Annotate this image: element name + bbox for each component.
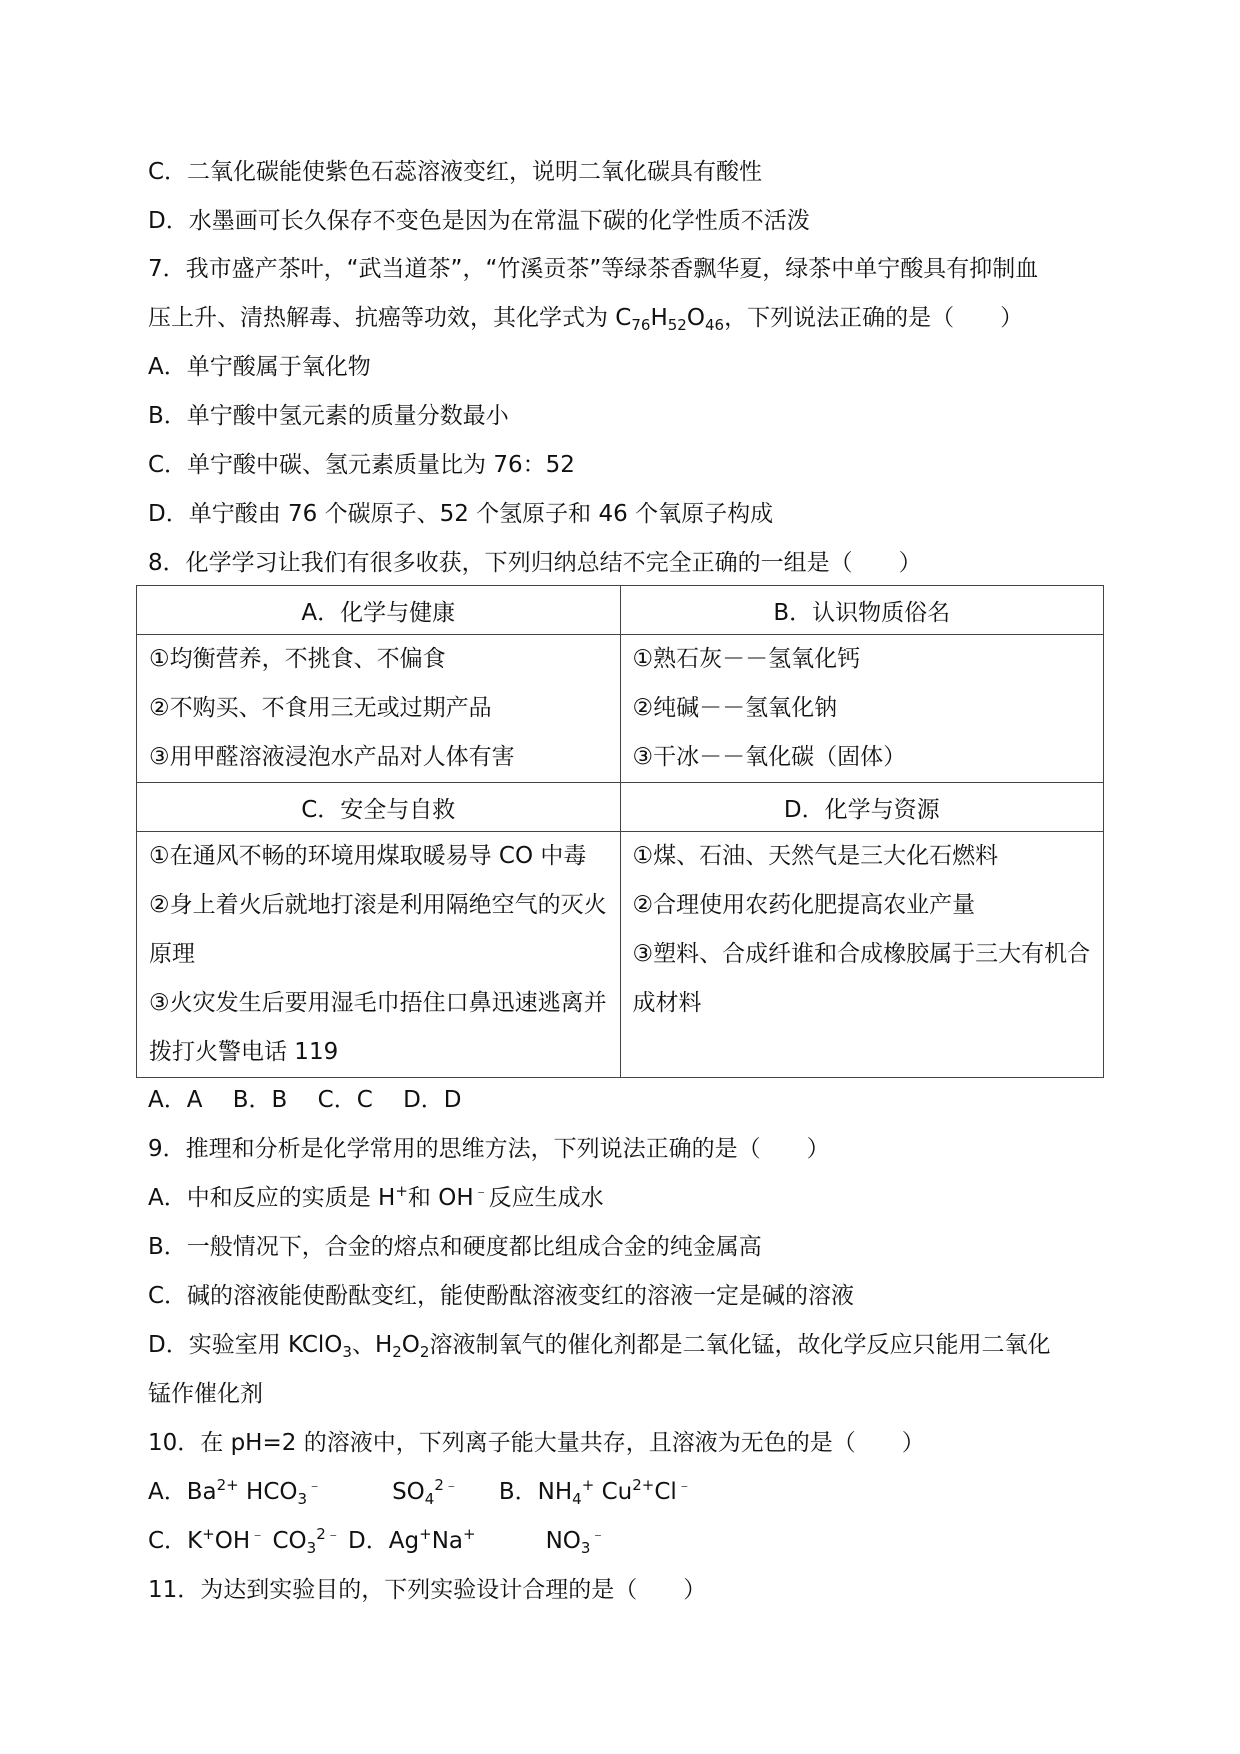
q11-stem: 11．为达到实验目的，下列实验设计合理的是（ ） xyxy=(148,1577,707,1603)
q7-option-c: C．单宁酸中碳、氢元素质量比为 76：52 xyxy=(148,452,575,478)
table-cell-a xyxy=(137,635,621,783)
q7-option-b: B．单宁酸中氢元素的质量分数最小 xyxy=(148,403,509,429)
q10-options-ab: A．$Ba^{2+}$ $HCO_3^﹣$ $SO_4^{2﹣}$ B．$NH_4^+$ $Cu^{2+}Cl^﹣$ xyxy=(148,1476,692,1508)
q10-stem: 10．在 pH=2 的溶液中，下列离子能大量共存，且溶液为无色的是（ ） xyxy=(148,1430,925,1456)
q7-option-a: A．单宁酸属于氧化物 xyxy=(148,354,371,380)
a-item-2: ②不购买、不食用三无或过期产品 xyxy=(149,695,492,721)
a-item-3: ③用甲醛溶液浸泡水产品对人体有害 xyxy=(149,744,515,770)
q6-option-c: C．二氧化碳能使紫色石蕊溶液变红，说明二氧化碳具有酸性 xyxy=(148,159,763,185)
c-item-1: ①在通风不畅的环境用煤取暖易导 CO 中毒 xyxy=(149,843,587,869)
b-item-3: ③干冰－－氧化碳（固体） xyxy=(632,744,907,770)
q9-option-d-continued: 锰作催化剂 xyxy=(148,1381,263,1407)
q9-option-d: D．实验室用 KClO$_3$、$H_2O_2$溶液制氧气的催化剂都是二氧化锰，故化学反应只能用二氧化 xyxy=(148,1332,1051,1361)
c-item-3: ③火灾发生后要用湿毛巾捂住口鼻迅速逃离并拨打火警电话 119 xyxy=(149,990,607,1065)
q8-stem: 8．化学学习让我们有很多收获，下列归纳总结不完全正确的一组是（ ） xyxy=(148,550,922,576)
q7-stem-line2: 压上升、清热解毒、抗癌等功效，其化学式为 $C_{76}H_{52}O_{46}$，下列说法正确的是（ ） xyxy=(148,305,1024,334)
table-header-b: B．认识物质俗名 xyxy=(620,586,1104,635)
table-cell-c xyxy=(137,832,621,1078)
q7-stem-line1: 7．我市盛产茶叶，“武当道茶”，“竹溪贡茶”等绿茶香飘华夏，绿茶中单宁酸具有抑制血 xyxy=(148,256,1039,282)
q8-options: A．A B．B C．C D．D xyxy=(148,1087,462,1113)
c-item-2: ②身上着火后就地打滚是利用隔绝空气的灭火原理 xyxy=(149,892,607,967)
q9-option-a: A．中和反应的实质是 H+和 OH﹣反应生成水 xyxy=(148,1182,604,1211)
table-cell-d xyxy=(620,832,1104,1078)
q10-options-cd: C．K+OH﹣ $CO_3^{2﹣}$ D．Ag+Na+ $NO_3^﹣$ xyxy=(148,1525,606,1557)
q9-option-c: C．碱的溶液能使酚酞变红，能使酚酞溶液变红的溶液一定是碱的溶液 xyxy=(148,1283,855,1309)
d-item-1: ①煤、石油、天然气是三大化石燃料 xyxy=(632,843,999,869)
q9-stem: 9．推理和分析是化学常用的思维方法，下列说法正确的是（ ） xyxy=(148,1136,830,1162)
q7-option-d: D．单宁酸由 76 个碳原子、52 个氢原子和 46 个氧原子构成 xyxy=(148,501,774,527)
q9-option-b: B．一般情况下，合金的熔点和硬度都比组成合金的纯金属高 xyxy=(148,1234,762,1260)
table-cell-b xyxy=(620,635,1104,783)
q6-option-d: D．水墨画可长久保存不变色是因为在常温下碳的化学性质不活泼 xyxy=(148,208,810,234)
q8-summary-table xyxy=(136,585,1104,1078)
b-item-2: ②纯碱－－氢氧化钠 xyxy=(632,695,838,721)
b-item-1: ①熟石灰－－氢氧化钙 xyxy=(632,646,861,672)
table-header-c: C．安全与自救 xyxy=(137,783,621,832)
d-item-3: ③塑料、合成纤谁和合成橡胶属于三大有机合成材料 xyxy=(632,941,1091,1016)
table-header-a: A．化学与健康 xyxy=(137,586,621,635)
table-header-d: D．化学与资源 xyxy=(620,783,1104,832)
d-item-2: ②合理使用农药化肥提高农业产量 xyxy=(632,892,976,918)
a-item-1: ①均衡营养，不挑食、不偏食 xyxy=(149,646,446,672)
